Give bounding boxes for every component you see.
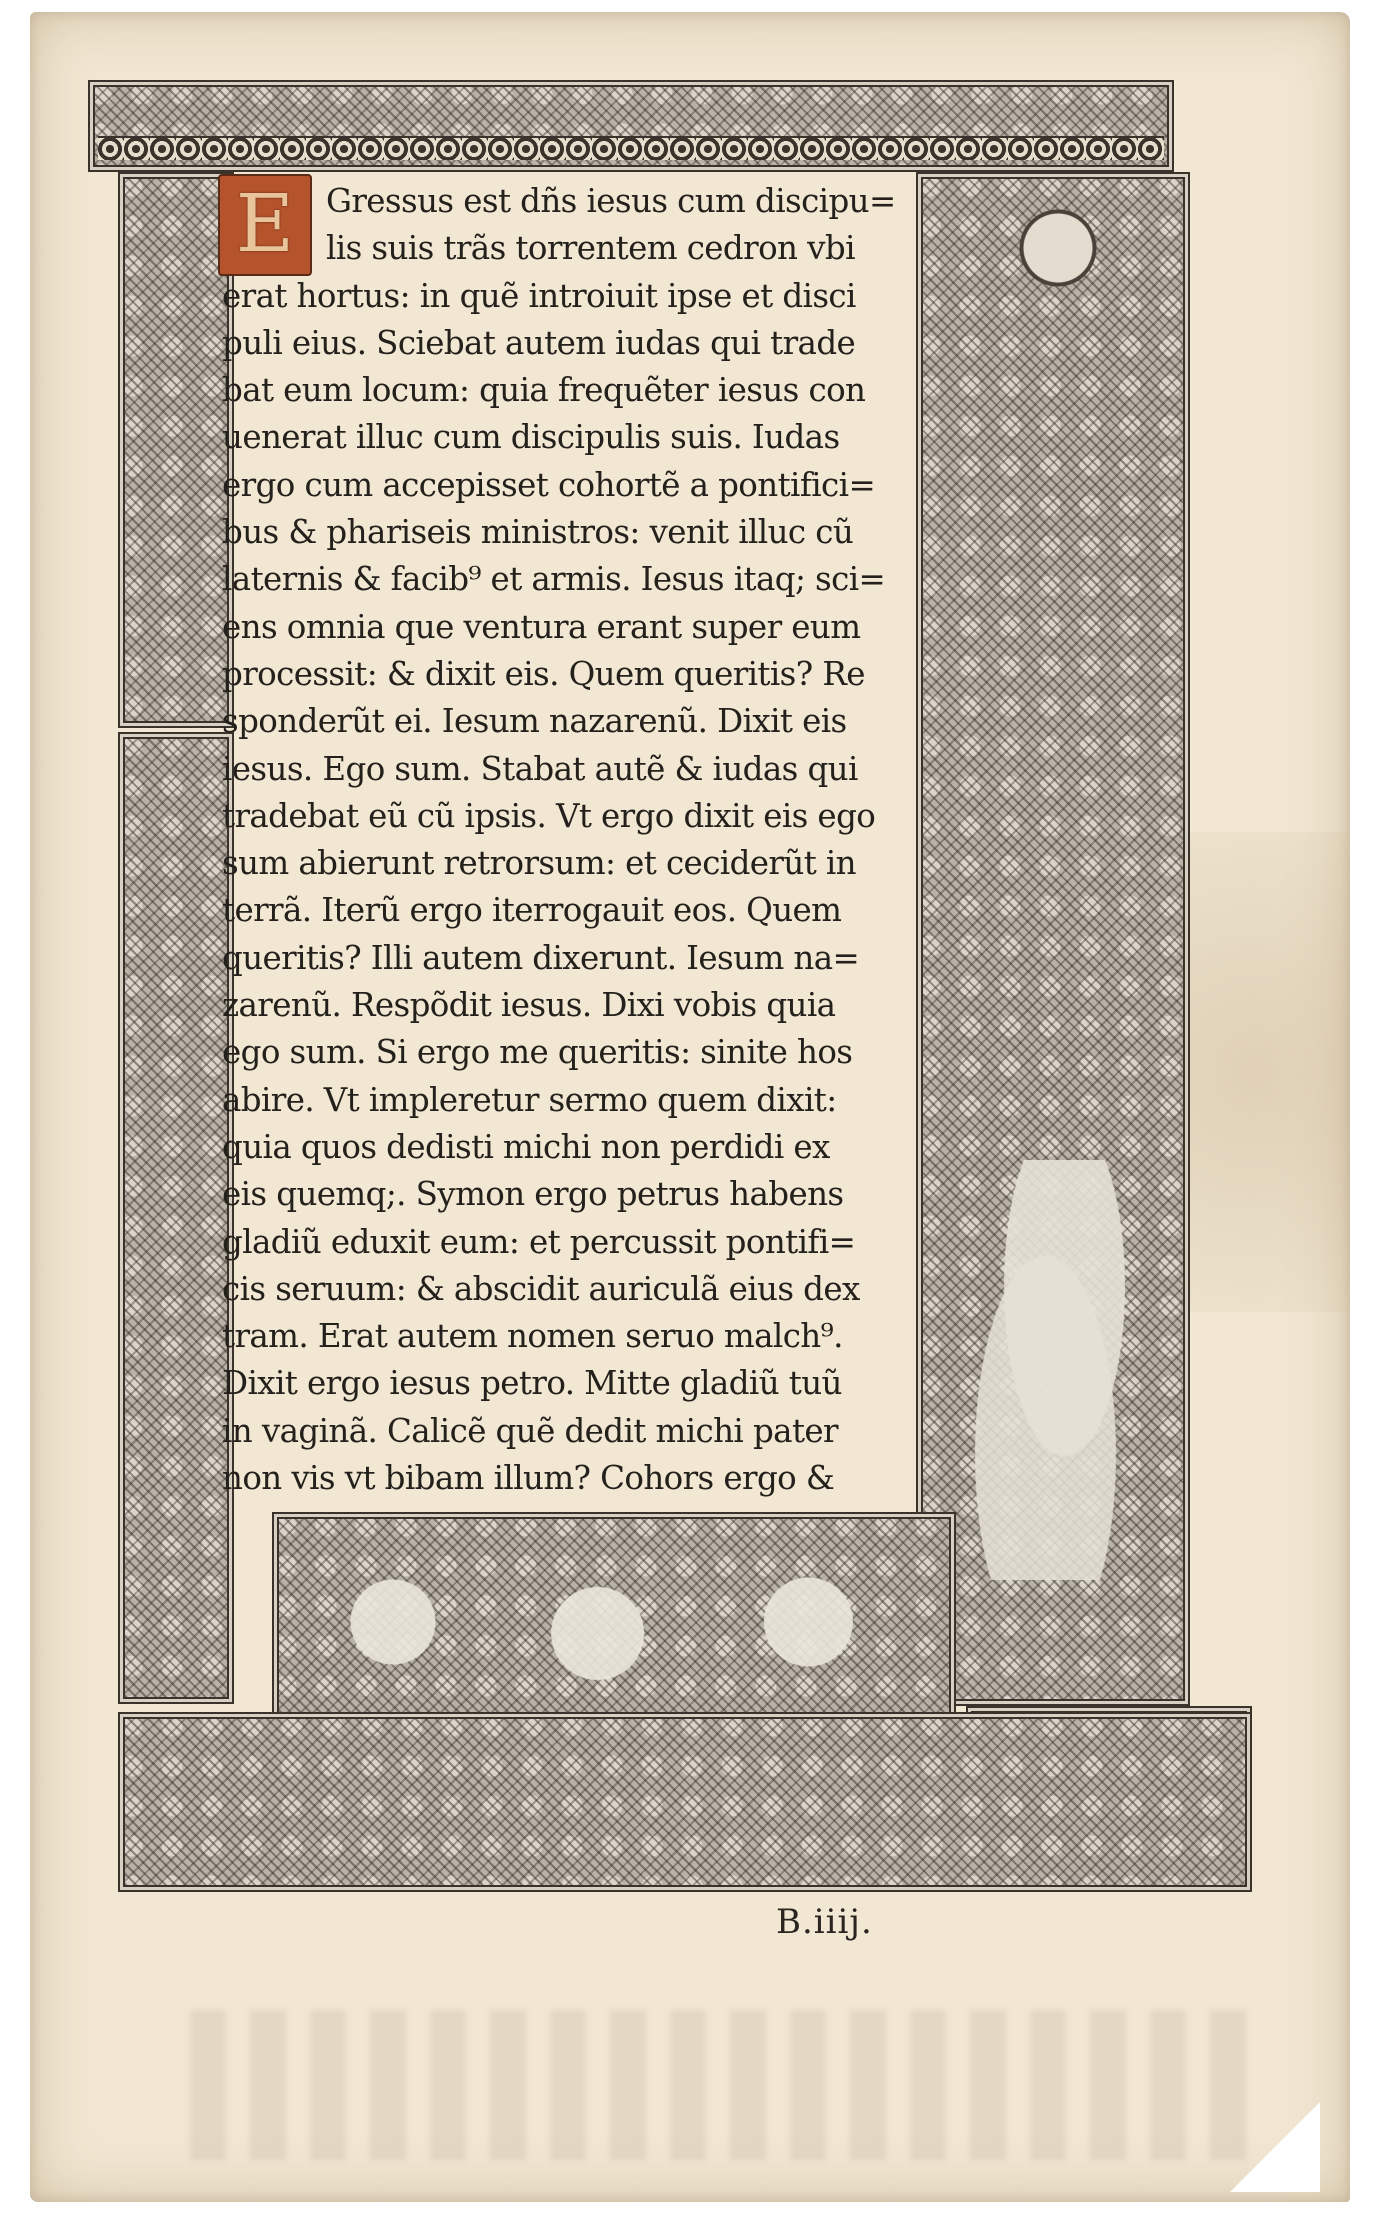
text-line: bus & phariseis ministros: venit illuc cũ xyxy=(222,513,854,552)
text-line: ergo cum accepisset cohortẽ a pontifici= xyxy=(222,465,876,504)
text-line: gladiũ eduxit eum: et percussit pontifi= xyxy=(222,1222,856,1261)
show-through-text xyxy=(190,2010,1270,2160)
text-line: zarenũ. Respõdit iesus. Dixi vobis quia xyxy=(222,986,836,1025)
text-line: quia quos dedisti michi non perdidi ex xyxy=(222,1127,830,1166)
text-line: lis suis trãs torrentem cedron vbi xyxy=(326,229,855,268)
text-line: Gressus est dñs iesus cum discipu= xyxy=(326,182,896,220)
text-line: terrã. Iterũ ergo iterrogauit eos. Quem xyxy=(222,891,842,930)
horse-and-rider-figure xyxy=(960,1160,1150,1580)
female-bust-medallion xyxy=(1010,200,1106,320)
text-line: erat hortus: in quẽ introiuit ipse et disci xyxy=(222,276,856,315)
left-woodcut-border-upper xyxy=(118,172,234,728)
signature-mark: B.iiij. xyxy=(776,1902,873,1942)
text-line: Dixit ergo iesus petro. Mitte gladiũ tuũ xyxy=(222,1364,842,1403)
text-line: bat eum locum: quia frequẽter iesus con xyxy=(222,371,866,410)
illuminated-initial: E xyxy=(218,174,312,276)
text-line: iesus. Ego sum. Stabat autẽ & iudas qui xyxy=(222,749,858,788)
text-line: puli eius. Sciebat autem iudas qui trade xyxy=(222,323,856,362)
text-line: in vaginã. Calicẽ quẽ dedit michi pater xyxy=(222,1411,838,1450)
bottom-woodcut-border xyxy=(118,1712,1252,1892)
text-line: abire. Vt impleretur sermo quem dixit: xyxy=(222,1080,837,1119)
text-line: eis quemq;. Symon ergo petrus habens xyxy=(222,1175,844,1214)
text-line: processit: & dixit eis. Quem queritis? Re xyxy=(222,654,865,693)
text-line: sponderũt ei. Iesum nazarenũ. Dixit eis xyxy=(222,702,847,741)
text-line: queritis? Illi autem dixerunt. Iesum na= xyxy=(222,938,860,977)
text-line: cis seruum: & abscidit auriculã eius dex xyxy=(222,1269,860,1308)
text-line: sum abierunt retrorsum: et ceciderũt in xyxy=(222,844,857,883)
text-line: tradebat eũ cũ ipsis. Vt ergo dixit eis ego xyxy=(222,796,876,835)
text-line: laternis & facib⁹ et armis. Iesus itaq; sci= xyxy=(222,560,886,599)
text-line: ens omnia que ventura erant super eum xyxy=(222,607,861,646)
text-line: uenerat illuc cum discipulis suis. Iudas xyxy=(222,418,840,457)
top-woodcut-border xyxy=(88,80,1174,172)
latin-text-block xyxy=(222,178,922,1502)
text-line: ego sum. Si ergo me queritis: sinite hos xyxy=(222,1033,853,1072)
text-line: non vis vt bibam illum? Cohors ergo & xyxy=(222,1459,835,1498)
left-woodcut-border-lower xyxy=(118,732,234,1704)
text-line: tram. Erat autem nomen seruo malch⁹. xyxy=(222,1317,843,1356)
